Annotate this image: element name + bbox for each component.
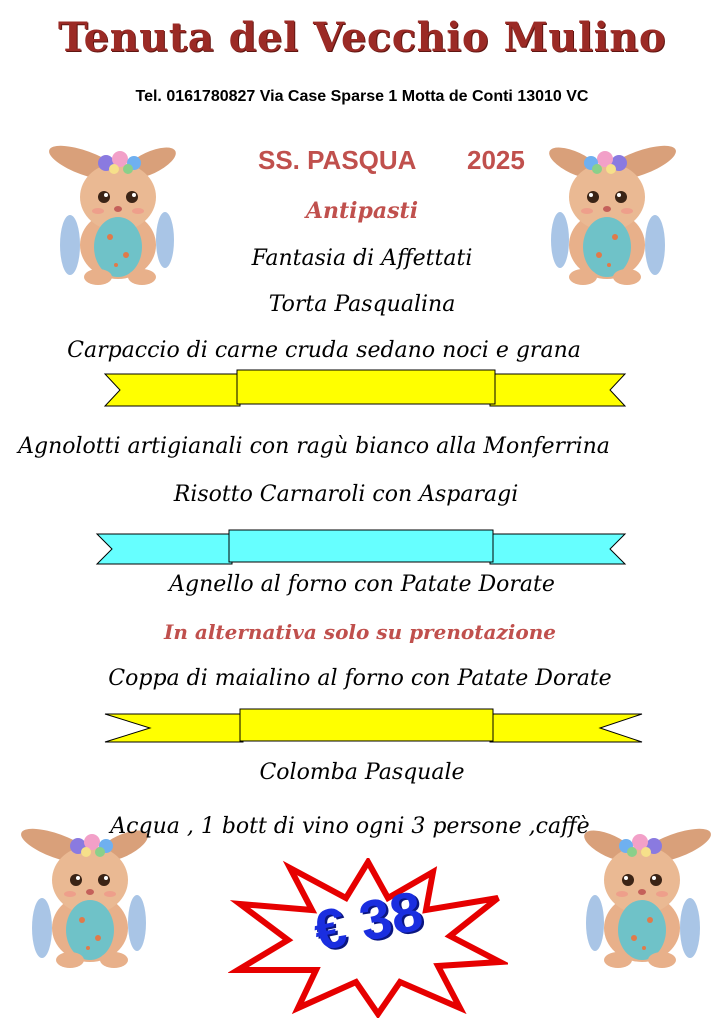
menu-item: Acqua , 1 bott di vino ogni 3 persone ,caffè [110, 814, 590, 839]
antipasti-heading: Antipasti [305, 198, 419, 224]
logo-text: Tenuta del Vecchio Mulino [57, 14, 667, 61]
ribbon-divider [0, 528, 724, 568]
menu-item: Coppa di maialino al forno con Patate Dorate [108, 666, 612, 691]
menu-item: Fantasia di Affettati [251, 246, 473, 271]
menu-item: Agnolotti artigianali con ragù bianco alla Monferrina [18, 434, 610, 459]
menu-item: Torta Pasqualina [268, 292, 456, 317]
address-line: Tel. 0161780827 Via Case Sparse 1 Motta de Conti 13010 VC [135, 88, 589, 105]
ribbon-divider [0, 368, 724, 412]
menu-item: Carpaccio di carne cruda sedano noci e grana [67, 338, 581, 363]
menu-item: Risotto Carnaroli con Asparagi [173, 482, 519, 507]
restaurant-logo [0, 14, 724, 61]
menu-item: Colomba Pasquale [259, 760, 465, 785]
menu-item: Agnello al forno con Patate Dorate [169, 572, 555, 597]
ribbon-divider [0, 706, 724, 746]
event-year: 2025 [467, 145, 525, 175]
event-title: SS. PASQUA [258, 145, 417, 175]
price-label: € 38 [308, 878, 428, 963]
alternative-note: In alternativa solo su prenotazione [164, 620, 556, 644]
